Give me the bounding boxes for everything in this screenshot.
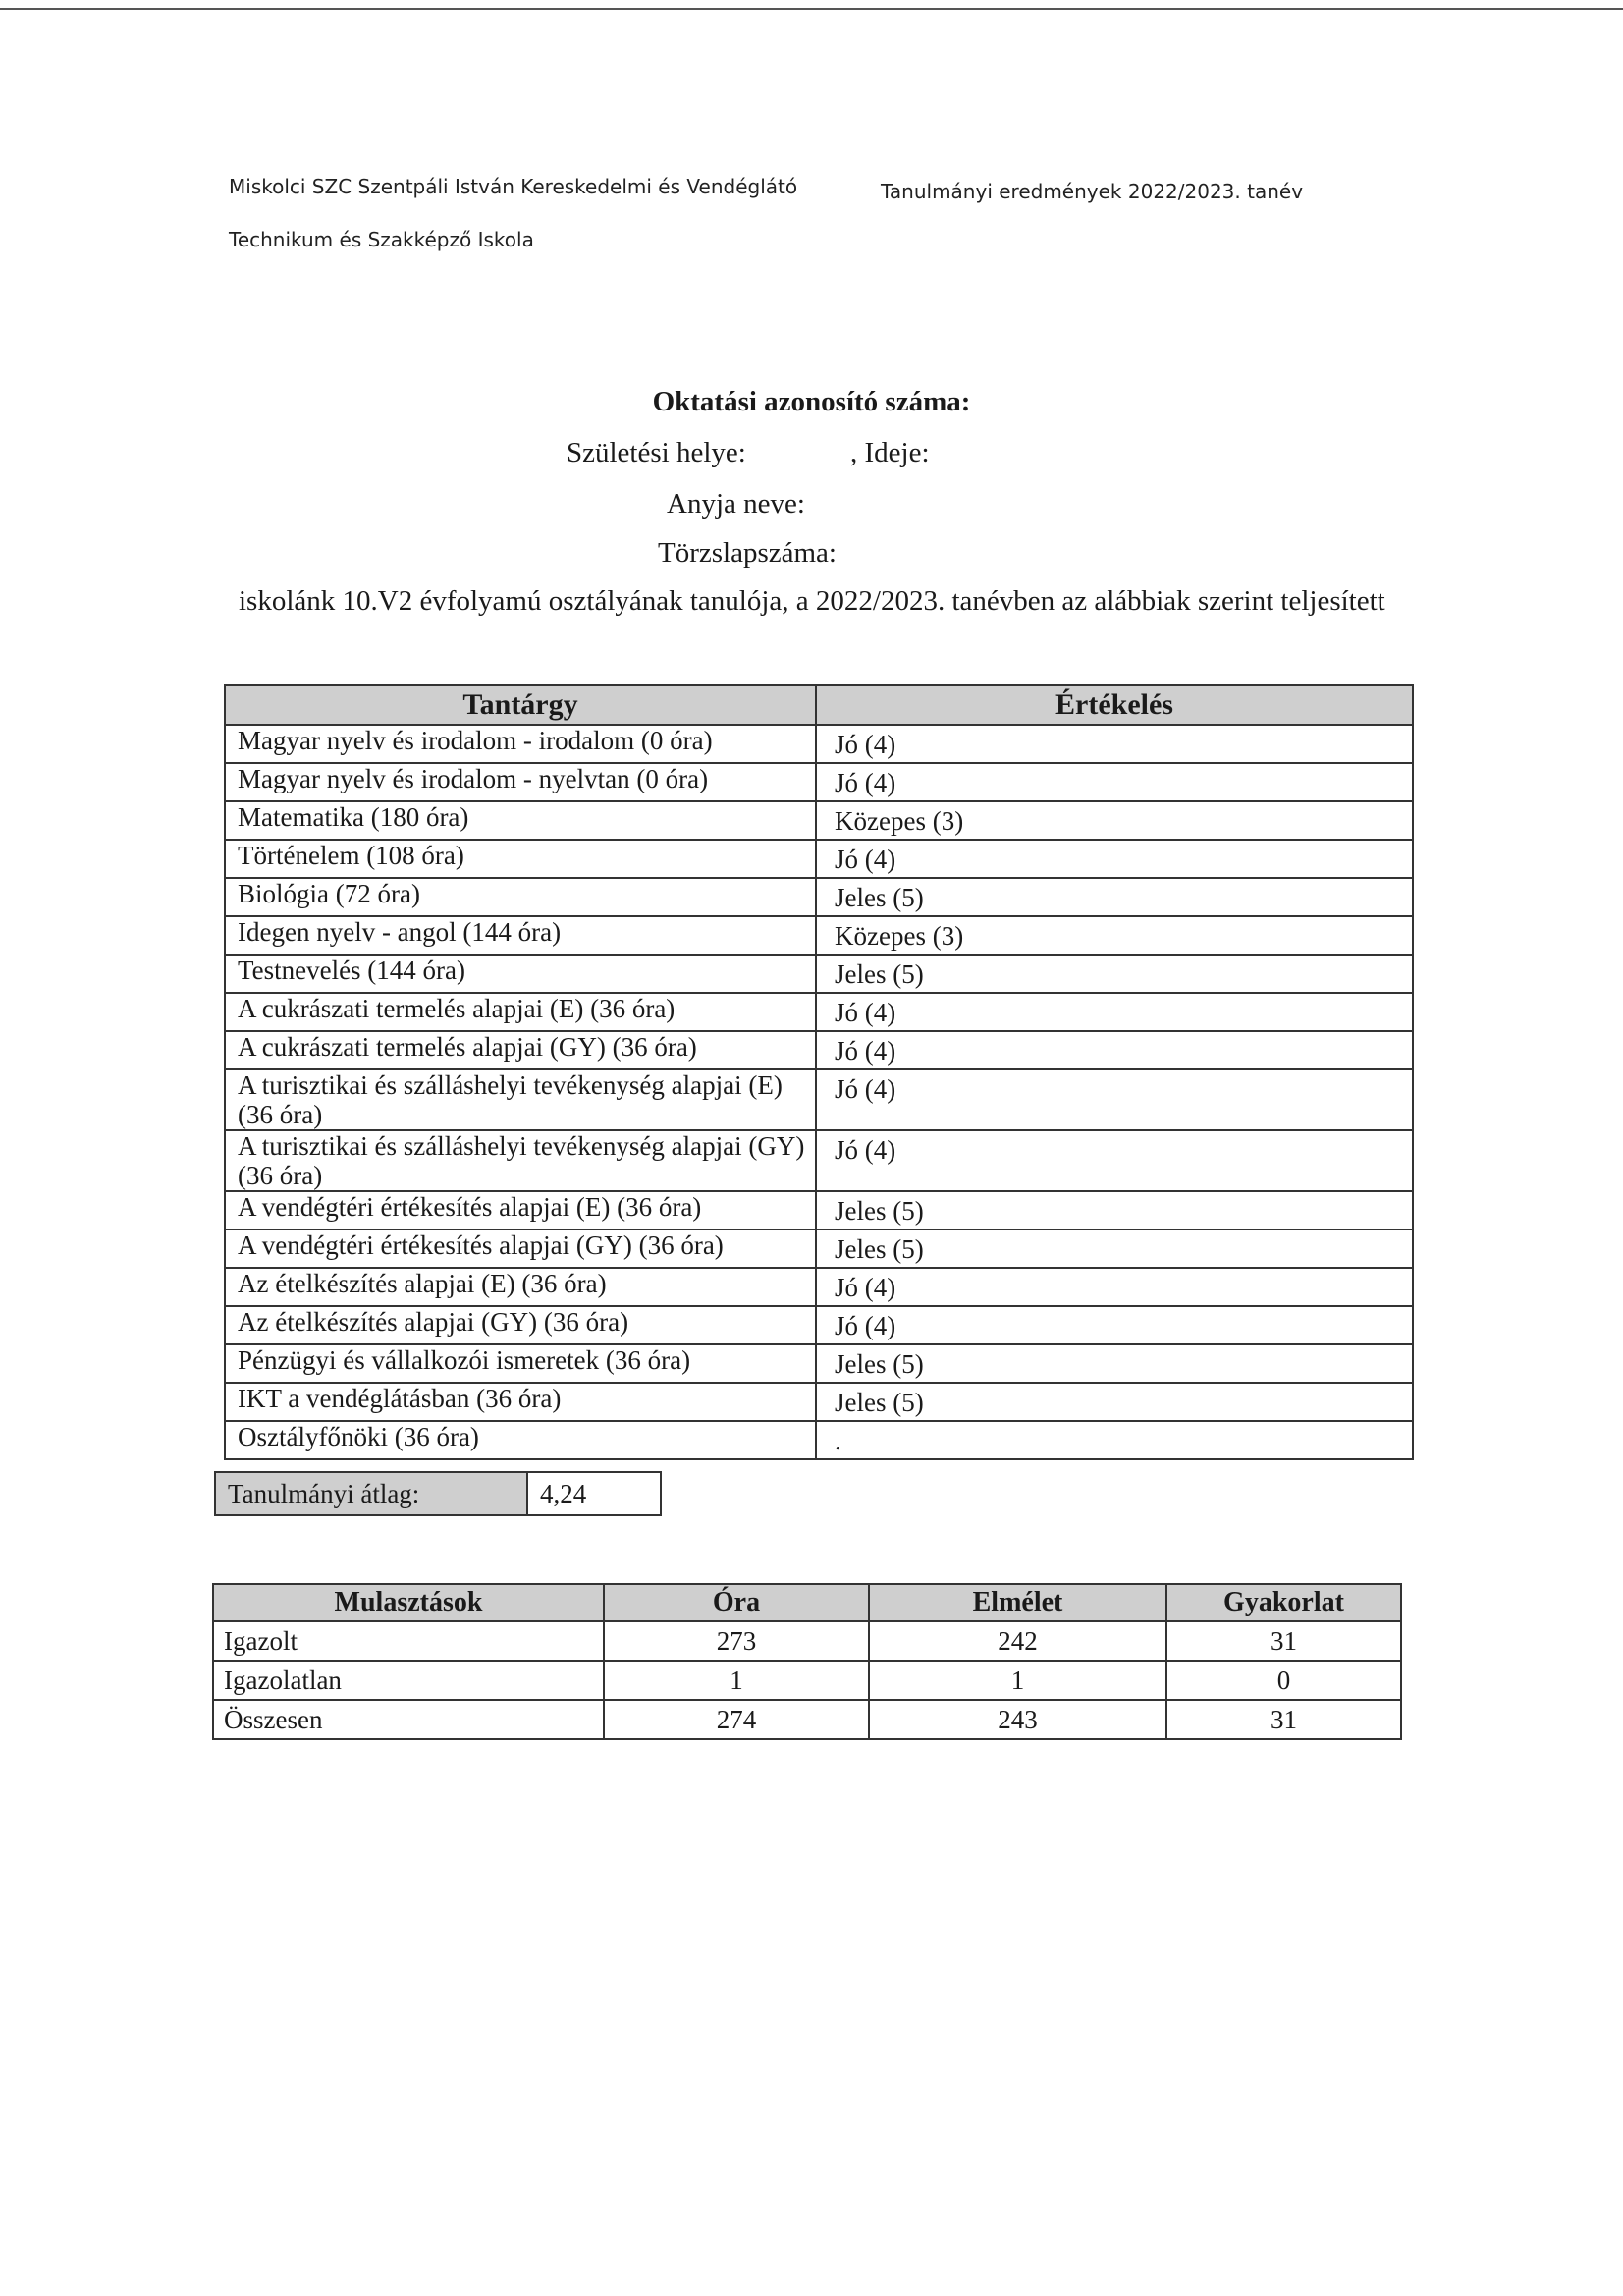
table-row [225, 1268, 1413, 1306]
average-box [214, 1471, 662, 1516]
grade-cell: Közepes (3) [816, 916, 1413, 955]
student-id-label: Oktatási azonosító száma: [652, 386, 971, 417]
table-row [213, 1661, 1401, 1700]
practice-cell: 31 [1166, 1700, 1401, 1739]
subject-cell: Testnevelés (144 óra) [225, 955, 816, 993]
table-row [225, 955, 1413, 993]
subject-cell: A cukrászati termelés alapjai (E) (36 óra) [225, 993, 816, 1031]
hours-header: Óra [604, 1584, 869, 1621]
grades-table [224, 684, 1414, 1460]
practice-cell: 31 [1166, 1621, 1401, 1661]
absences-type-header: Mulasztások [213, 1584, 604, 1621]
grade-cell: Jó (4) [816, 725, 1413, 763]
subject-cell: Biológia (72 óra) [225, 878, 816, 916]
register-number-label: Törzslapszáma: [658, 537, 837, 569]
hours-cell: 273 [604, 1621, 869, 1661]
table-row [225, 1069, 1413, 1130]
absence-type-cell: Igazolatlan [213, 1661, 604, 1700]
subject-cell: A turisztikai és szálláshelyi tevékenység alapjai (GY) (36 óra) [225, 1130, 816, 1191]
theory-cell: 242 [869, 1621, 1166, 1661]
birthdate-label: , Ideje: [850, 437, 930, 468]
grade-cell: Jeles (5) [816, 1383, 1413, 1421]
subject-cell: A cukrászati termelés alapjai (GY) (36 óra) [225, 1031, 816, 1069]
absence-type-cell: Összesen [213, 1700, 604, 1739]
subject-cell: Idegen nyelv - angol (144 óra) [225, 916, 816, 955]
table-row [225, 725, 1413, 763]
hours-cell: 1 [604, 1661, 869, 1700]
grade-cell: Közepes (3) [816, 801, 1413, 840]
grade-cell: Jeles (5) [816, 955, 1413, 993]
subject-cell: Magyar nyelv és irodalom - nyelvtan (0 óra) [225, 763, 816, 801]
subject-cell: Matematika (180 óra) [225, 801, 816, 840]
grade-cell: Jó (4) [816, 840, 1413, 878]
table-row [225, 1306, 1413, 1344]
table-row [225, 1130, 1413, 1191]
grade-cell: Jeles (5) [816, 1344, 1413, 1383]
grade-cell: Jó (4) [816, 1069, 1413, 1130]
grade-column-header: Értékelés [816, 685, 1413, 725]
table-row [213, 1700, 1401, 1739]
school-name-line2: Technikum és Szakképző Iskola [229, 228, 534, 251]
absence-type-cell: Igazolt [213, 1621, 604, 1661]
subject-cell: Magyar nyelv és irodalom - irodalom (0 óra) [225, 725, 816, 763]
average-value: 4,24 [527, 1472, 661, 1515]
subject-column-header: Tantárgy [225, 685, 816, 725]
table-row [225, 1421, 1413, 1459]
grade-cell: Jeles (5) [816, 1191, 1413, 1230]
subject-cell: A turisztikai és szálláshelyi tevékenység alapjai (E) (36 óra) [225, 1069, 816, 1130]
theory-header: Elmélet [869, 1584, 1166, 1621]
subject-cell: Az ételkészítés alapjai (GY) (36 óra) [225, 1306, 816, 1344]
theory-cell: 1 [869, 1661, 1166, 1700]
table-row [225, 1383, 1413, 1421]
grades-header-row [225, 685, 1413, 725]
grade-cell: Jó (4) [816, 993, 1413, 1031]
table-row [225, 916, 1413, 955]
average-label: Tanulmányi átlag: [215, 1472, 527, 1515]
school-name-line1: Miskolci SZC Szentpáli István Kereskedelmi és Vendéglátó [229, 175, 798, 198]
intro-text: iskolánk 10.V2 évfolyamú osztályának tanulója, a 2022/2023. tanévben az alábbiak szerint teljesített [239, 585, 1385, 617]
table-row [225, 1230, 1413, 1268]
grade-cell: Jó (4) [816, 763, 1413, 801]
results-title: Tanulmányi eredmények 2022/2023. tanév [881, 180, 1304, 203]
table-row [225, 993, 1413, 1031]
birthplace-label: Születési helye: [567, 437, 746, 468]
subject-cell: A vendégtéri értékesítés alapjai (E) (36 óra) [225, 1191, 816, 1230]
table-row [225, 840, 1413, 878]
table-row [225, 878, 1413, 916]
subject-cell: A vendégtéri értékesítés alapjai (GY) (36 óra) [225, 1230, 816, 1268]
grade-cell: Jeles (5) [816, 878, 1413, 916]
subject-cell: Történelem (108 óra) [225, 840, 816, 878]
practice-header: Gyakorlat [1166, 1584, 1401, 1621]
grade-cell: Jó (4) [816, 1031, 1413, 1069]
absences-header-row [213, 1584, 1401, 1621]
grade-cell: Jeles (5) [816, 1230, 1413, 1268]
subject-cell: Az ételkészítés alapjai (E) (36 óra) [225, 1268, 816, 1306]
practice-cell: 0 [1166, 1661, 1401, 1700]
subject-cell: Osztályfőnöki (36 óra) [225, 1421, 816, 1459]
grade-cell: Jó (4) [816, 1130, 1413, 1191]
subject-cell: Pénzügyi és vállalkozói ismeretek (36 óra) [225, 1344, 816, 1383]
table-row [225, 1031, 1413, 1069]
mother-name-label: Anyja neve: [667, 488, 805, 519]
top-rule [0, 8, 1623, 10]
grade-cell: Jó (4) [816, 1268, 1413, 1306]
table-row [225, 801, 1413, 840]
table-row [225, 1191, 1413, 1230]
theory-cell: 243 [869, 1700, 1166, 1739]
table-row [213, 1621, 1401, 1661]
grade-cell: Jó (4) [816, 1306, 1413, 1344]
hours-cell: 274 [604, 1700, 869, 1739]
table-row [225, 763, 1413, 801]
grade-cell: . [816, 1421, 1413, 1459]
subject-cell: IKT a vendéglátásban (36 óra) [225, 1383, 816, 1421]
table-row [225, 1344, 1413, 1383]
absences-table [212, 1583, 1402, 1740]
